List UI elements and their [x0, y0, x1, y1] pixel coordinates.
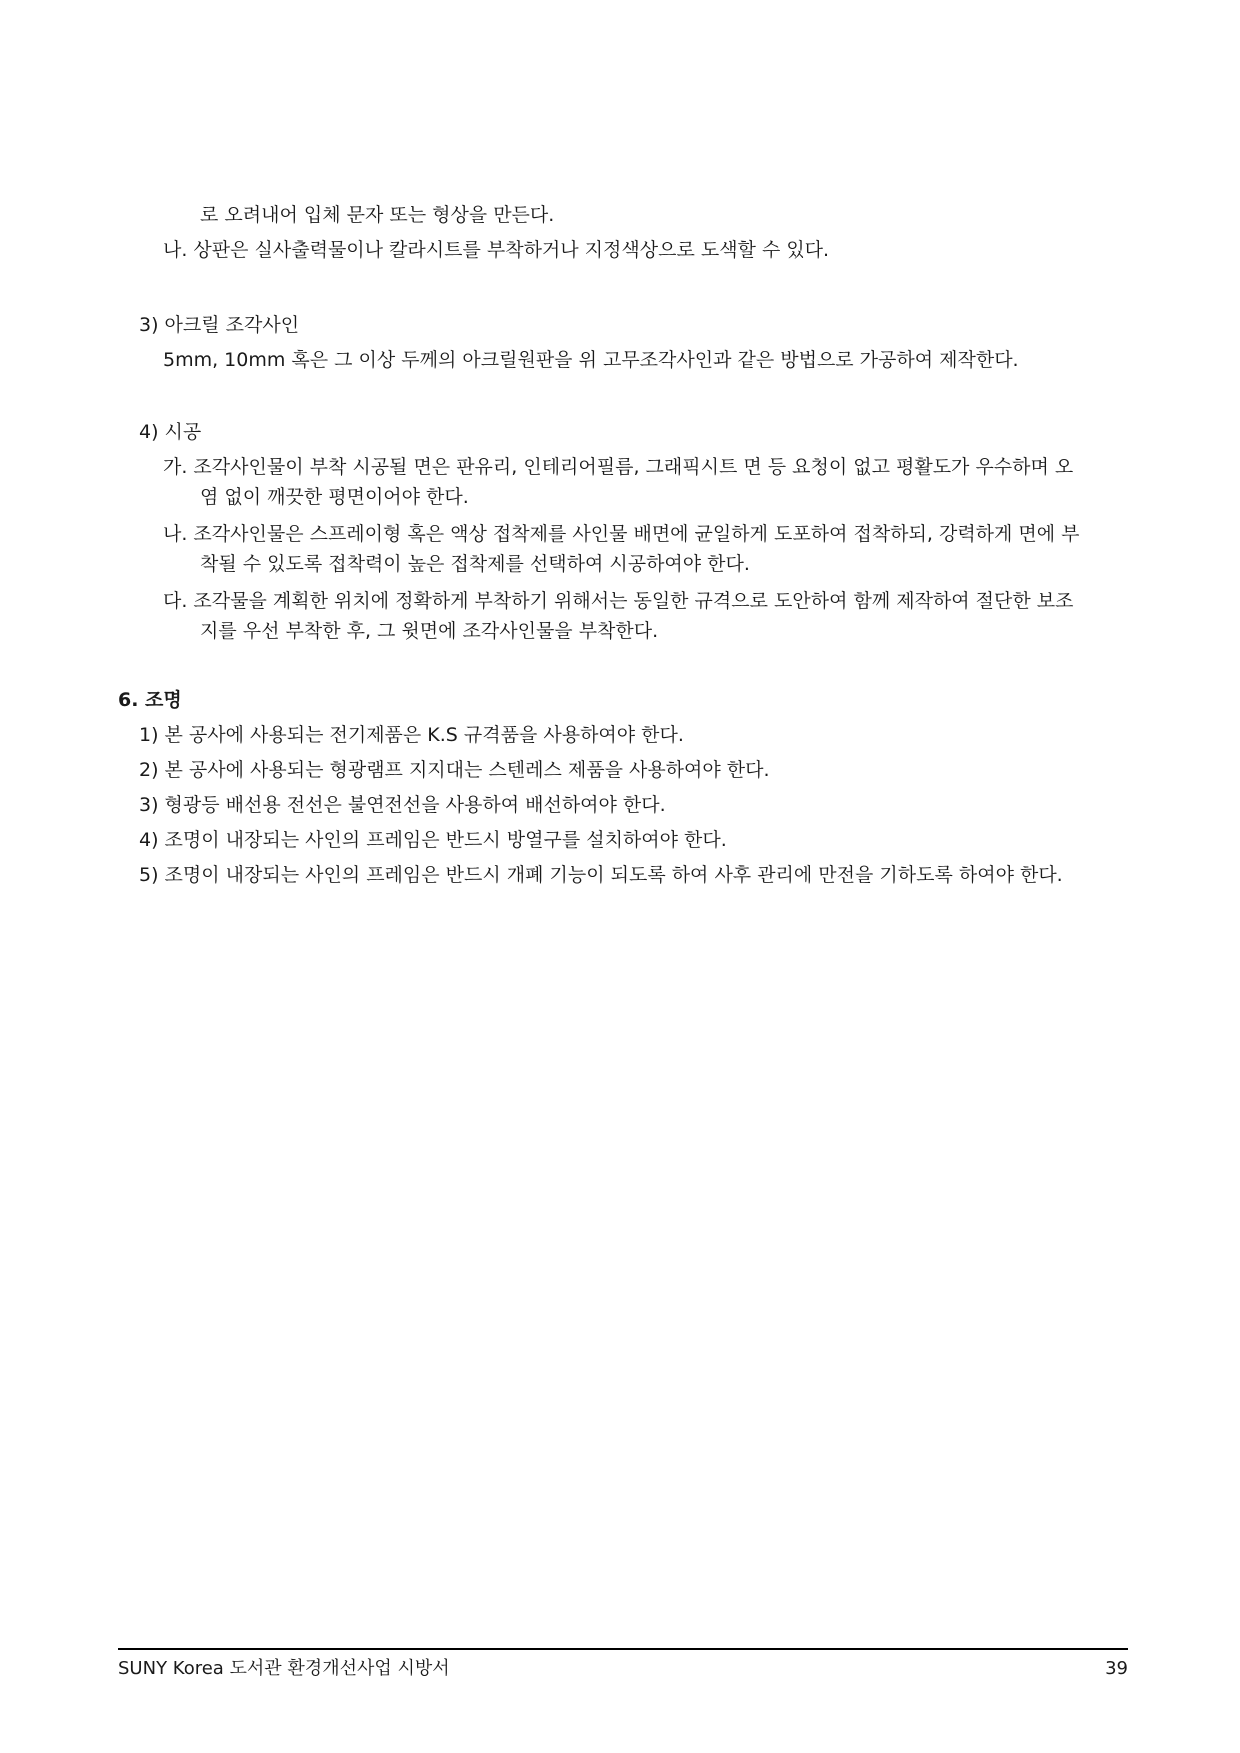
paragraph: 5mm, 10mm 혹은 그 이상 두께의 아크릴원판을 위 고무조각사인과 같은 방법으로 가공하여 제작한다.: [163, 349, 1019, 371]
list-item-continuation: 지를 우선 부착한 후, 그 윗면에 조각사인물을 부착한다.: [200, 620, 659, 642]
subsection-heading-acrylic: 3) 아크릴 조각사인: [139, 314, 300, 336]
list-item-continuation: 염 없이 깨끗한 평면이어야 한다.: [200, 486, 469, 508]
list-item: 5) 조명이 내장되는 사인의 프레임은 반드시 개폐 기능이 되도록 하여 사후 관리에 만전을 기하도록 하여야 한다.: [139, 864, 1063, 886]
page-number: 39: [1105, 1658, 1128, 1679]
footer-divider: [118, 1648, 1128, 1650]
list-item: 가. 조각사인물이 부착 시공될 면은 판유리, 인테리어필름, 그래픽시트 면 등 요청이 없고 평활도가 우수하며 오: [163, 456, 1074, 478]
list-item: 2) 본 공사에 사용되는 형광램프 지지대는 스텐레스 제품을 사용하여야 한다.: [139, 759, 770, 781]
footer-title: SUNY Korea 도서관 환경개선사업 시방서: [118, 1658, 450, 1679]
continuation-line: 로 오려내어 입체 문자 또는 형상을 만든다.: [200, 204, 555, 226]
list-item: 3) 형광등 배선용 전선은 불연전선을 사용하여 배선하여야 한다.: [139, 794, 666, 816]
list-item: 나. 상판은 실사출력물이나 칼라시트를 부착하거나 지정색상으로 도색할 수 있다.: [163, 239, 830, 261]
list-item: 다. 조각물을 계획한 위치에 정확하게 부착하기 위해서는 동일한 규격으로 도안하여 함께 제작하여 절단한 보조: [163, 590, 1074, 612]
subsection-heading-installation: 4) 시공: [139, 421, 202, 443]
list-item-continuation: 착될 수 있도록 접착력이 높은 접착제를 선택하여 시공하여야 한다.: [200, 553, 750, 575]
list-item: 4) 조명이 내장되는 사인의 프레임은 반드시 방열구를 설치하여야 한다.: [139, 829, 727, 851]
list-item: 나. 조각사인물은 스프레이형 혹은 액상 접착제를 사인물 배면에 균일하게 도포하여 접착하되, 강력하게 면에 부: [163, 523, 1080, 545]
list-item: 1) 본 공사에 사용되는 전기제품은 K.S 규격품을 사용하여야 한다.: [139, 724, 684, 746]
section-heading-lighting: 6. 조명: [118, 689, 182, 711]
